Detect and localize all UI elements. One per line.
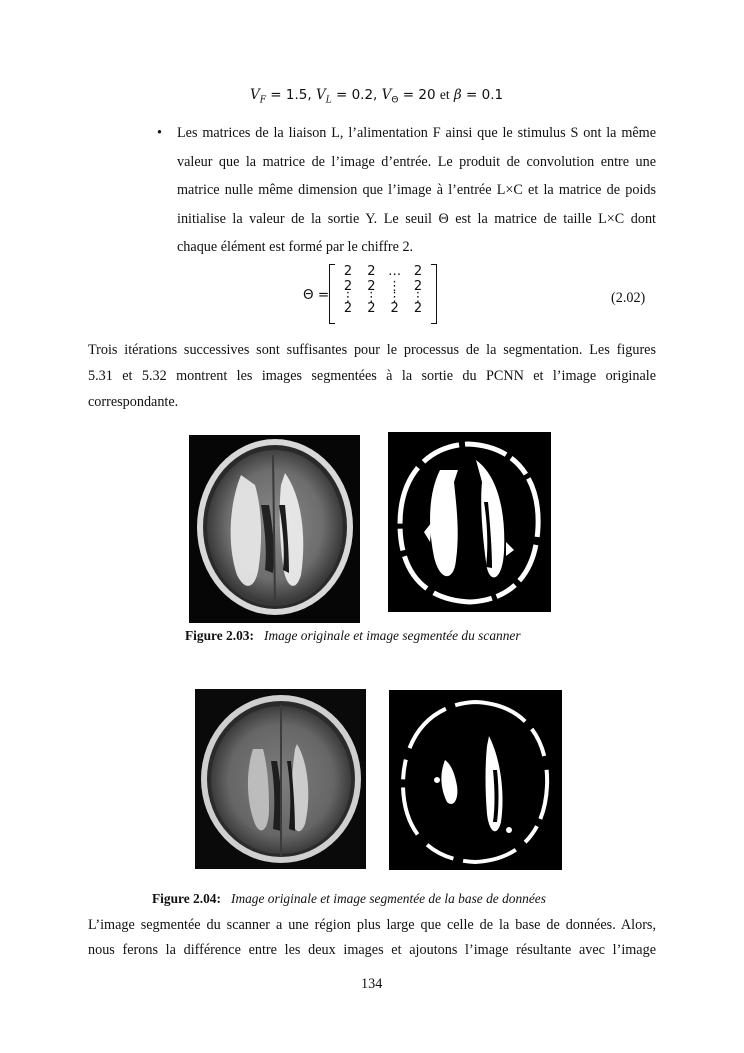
vf-subscript: F (259, 95, 266, 106)
bullet-line: matrice nulle même dimension que l’image à l’entrée L×C et la matrice de poids (177, 182, 656, 198)
figure-label: Figure 2.04: (152, 891, 221, 906)
et-word: et (439, 87, 450, 102)
matrix-cell: ⋮ (411, 290, 425, 305)
matrix-cell: ⋮ (388, 278, 402, 294)
original-brain-scan-image (189, 435, 360, 623)
beta-symbol: β (453, 87, 462, 103)
paragraph-line: L’image segmentée du scanner a une région plus large que celle de la base de données. Alors, (88, 917, 656, 933)
paragraph-line: 5.31 et 5.32 montrent les images segmentées à la sortie du PCNN et l’image originale (88, 368, 656, 384)
vtheta-value: = 20 (398, 87, 440, 103)
bullet-line: valeur que la matrice de l’image d’entrée. Le produit de convolution entre une (177, 153, 656, 170)
equation-number: (2.02) (611, 290, 646, 306)
segmented-database-brain-image (389, 690, 562, 870)
paragraph-line: Trois itérations successives sont suffisantes pour le processus de la segmentation. Les figures (88, 342, 656, 358)
matrix-cell: … (388, 264, 402, 279)
vf-symbol: V (250, 87, 260, 103)
matrix-right-bracket (431, 264, 437, 324)
matrix-cell: 2 (343, 301, 353, 316)
matrix-cell: 2 (413, 264, 423, 279)
matrix-cell: 2 (413, 301, 423, 316)
matrix (329, 264, 437, 324)
matrix-cell: ⋮ (341, 290, 355, 305)
matrix-cell: 2 (367, 264, 376, 279)
figure-caption-text: Image originale et image segmentée de la base de données (230, 891, 546, 906)
paragraph-1 (88, 340, 656, 418)
matrix-cell: 2 (343, 264, 353, 279)
vf-value: = 1.5, (266, 87, 316, 103)
vl-subscript: L (325, 95, 332, 106)
bullet-line: chaque élément est formé par le chiffre 2. (177, 239, 414, 255)
figure-caption-text: Image originale et image segmentée du scanner (263, 628, 521, 643)
matrix-lhs: Θ = (303, 287, 330, 303)
figure-label: Figure 2.03: (185, 628, 254, 643)
paragraph-2 (88, 915, 656, 965)
vtheta-symbol: V (381, 87, 392, 103)
matrix-cell: 2 (343, 278, 353, 294)
vtheta-subscript: Θ (391, 95, 399, 106)
matrix-cell: 2 (367, 301, 376, 316)
original-database-brain-image (195, 689, 366, 869)
matrix-left-bracket (329, 264, 335, 324)
bullet-line: initialise la valeur de la sortie Y. Le seuil Θ est la matrice de taille L×C dont (177, 210, 656, 227)
vl-value: = 0.2, (331, 87, 382, 103)
paragraph-line: nous ferons la différence entre les deux images et ajoutons l’image résultante avec l’image (88, 942, 656, 958)
matrix-cell: ⋮ (364, 290, 378, 305)
bullet-paragraph (177, 123, 656, 266)
matrix-cell: 2 (390, 301, 399, 316)
bullet-line: Les matrices de la liaison L, l’alimentation F ainsi que le stimulus S ont la même (177, 125, 656, 141)
matrix-row (337, 302, 429, 317)
matrix-row (337, 265, 429, 280)
figure-2-04-caption (152, 891, 546, 907)
vl-symbol: V (315, 87, 326, 103)
matrix-cell: 2 (413, 278, 423, 294)
page-number: 134 (361, 976, 383, 992)
matrix-body (337, 265, 429, 317)
figure-2-03-caption (185, 628, 521, 644)
matrix-cell: 2 (367, 278, 376, 294)
paragraph-line: correspondante. (88, 394, 179, 410)
parameter-equation (250, 87, 503, 106)
bullet-symbol: • (157, 125, 162, 141)
segmented-brain-scan-image (388, 432, 551, 612)
beta-value: = 0.1 (461, 87, 504, 103)
matrix-cell: ⋮ (388, 290, 402, 305)
